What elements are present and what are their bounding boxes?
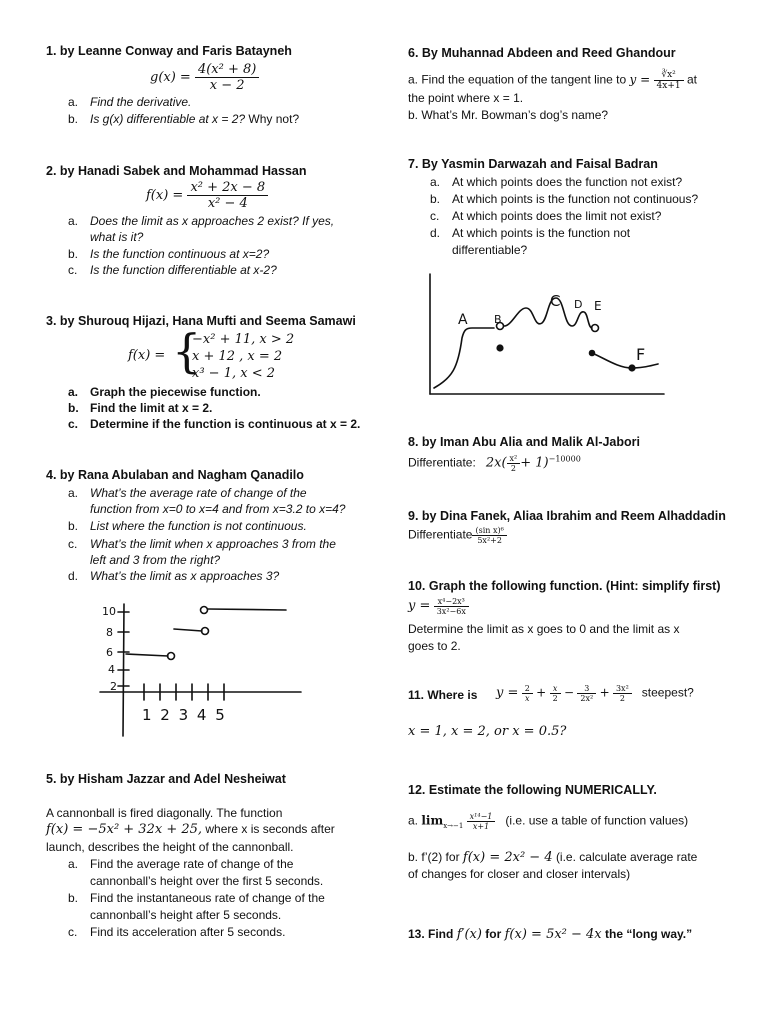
graph-curve-f [592, 353, 658, 368]
question-6-part-a: a. Find the equation of the tangent line to y = $\frac{\text{∛x²}}{4x+1}$ at [408, 70, 697, 91]
question-6-part-b: b. What’s Mr. Bowman’s dog’s name? [408, 108, 609, 122]
question-2-part-c: c. Is the function differentiable at x-2? [68, 263, 277, 277]
question-6 [408, 46, 676, 60]
question-3-part-c: c. Determine if the function is continuous at x = 2. [68, 417, 361, 431]
question-8 [408, 435, 640, 449]
question-1 [46, 44, 292, 58]
question-4-part-c: c. What’s the limit when x approaches 3 from the [68, 537, 336, 551]
label-e: E [594, 299, 602, 313]
question-9 [408, 509, 726, 523]
piecewise-brace: { [172, 324, 202, 378]
filled-point-b [497, 345, 503, 351]
question-2-part-a-cont: what is it? [90, 230, 144, 244]
question-10-text-1: Determine the limit as x goes to 0 and the limit as x [408, 622, 680, 636]
question-5-intro-1: A cannonball is fired diagonally. The function [46, 806, 283, 820]
question-11-options: x = 1, x = 2, or x = 0.5? [408, 724, 567, 739]
label-a: A [458, 312, 468, 328]
question-2-header: 2. by Hanadi Sabek and Mohammad Hassan [46, 164, 307, 178]
question-7-part-d-cont: differentiable? [452, 243, 528, 257]
y-label-4: 4 [108, 663, 115, 676]
question-5-part-b-cont: cannonball’s height after 5 seconds. [90, 908, 282, 922]
question-6-part-a-cont: the point where x = 1. [408, 91, 524, 105]
question-2-part-a: a. Does the limit as x approaches 2 exist? If yes, [68, 214, 335, 228]
question-5-part-a: a. Find the average rate of change of the [68, 857, 294, 871]
question-2-formula: f(x) = $\frac{\text{x² + 2x − 8}}{\text{x² − 4}}$ [146, 180, 268, 211]
graph-segment-1 [126, 654, 168, 656]
y-label-8: 8 [106, 626, 113, 639]
graph-x-labels: 1 2 3 4 5 [142, 706, 227, 724]
question-4-part-b: b. List where the function is not continuous. [68, 519, 307, 533]
y-label-6: 6 [106, 646, 113, 659]
question-4 [46, 468, 304, 482]
question-7-part-a: a. At which points does the function not exist? [430, 175, 683, 189]
question-3-part-b: b. Find the limit at x = 2. [68, 401, 213, 415]
question-5-intro-2: f(x) = −5x² + 32x + 25, where x is seconds after [46, 822, 335, 837]
open-point-3 [201, 607, 208, 614]
question-12-part-a: a. $\lim_{x\to-1}$ $\frac{\text{x¹⁴−1}}{x+1}$ (i.e. use a table of function values) [408, 812, 689, 831]
question-10-text-2: goes to 2. [408, 639, 461, 653]
question-8-header: 8. by Iman Abu Alia and Malik Al-Jabori [408, 435, 640, 449]
question-9-expression: Differentiate $\frac{\text{(sin x)⁶}}{\text{5x²+2}}$ [408, 526, 507, 545]
question-5-header: 5. by Hisham Jazzar and Adel Nesheiwat [46, 772, 286, 786]
question-7-part-b: b. At which points is the function not continuous? [430, 192, 699, 206]
question-4-part-c-cont: left and 3 from the right? [90, 553, 221, 567]
question-3-part-a: a. Graph the piecewise function. [68, 385, 261, 399]
question-1-part-a: a. Find the derivative. [68, 95, 192, 109]
question-5-part-b: b. Find the instantaneous rate of change of the [68, 891, 325, 905]
question-4-graph [96, 596, 306, 746]
question-12-header: 12. Estimate the following NUMERICALLY. [408, 783, 657, 797]
question-7-part-c: c. At which points does the limit not exist? [430, 209, 662, 223]
filled-point-e [590, 351, 595, 356]
question-10 [408, 579, 721, 593]
question-1-part-b: b. Is g(x) differentiable at x = 2? Why not? [68, 112, 300, 126]
formula-denominator: x − 2 [209, 78, 245, 93]
question-4-part-a-cont: function from x=0 to x=4 and from x=3.2 to x=4? [90, 502, 346, 516]
question-1-header: 1. by Leanne Conway and Faris Batayneh [46, 44, 292, 58]
question-5 [46, 772, 286, 786]
piecewise-case-3: x³ − 1, x < 2 [192, 366, 275, 381]
question-7 [408, 157, 658, 171]
question-4-part-d: d. What’s the limit as x approaches 3? [68, 569, 280, 583]
question-5-part-a-cont: cannonball’s height over the first 5 seconds. [90, 874, 324, 888]
question-11-formula: y = $\frac{2}{x}$ + $\frac{x}{2}$ − $\frac{3}{\text{2x²}}$ + $\frac{\text{3x²}}{2}$ steepest? [496, 684, 694, 703]
question-12-part-b-cont: of changes for closer and closer intervals) [408, 867, 631, 881]
label-c: C [550, 292, 561, 310]
question-10-formula: y = $\frac{\text{x⁴−2x³}}{\text{3x²−6x}}$ [408, 597, 469, 616]
question-2-part-b: b. Is the function continuous at x=2? [68, 247, 270, 261]
piecewise-case-2: x + 12 , x = 2 [192, 349, 283, 364]
question-7-part-d: d. At which points is the function not [430, 226, 631, 240]
question-12-part-b: b. f’(2) for f(x) = 2x² − 4 (i.e. calculate average rate [408, 850, 698, 865]
question-3-formula-lhs: f(x) = [128, 348, 166, 363]
question-12 [408, 783, 657, 797]
question-7-graph [422, 268, 672, 403]
question-2 [46, 164, 307, 178]
question-13: 13. Find f′(x) for f(x) = 5x² − 4x the “long way.” [408, 927, 693, 942]
question-6-header: 6. By Muhannad Abdeen and Reed Ghandour [408, 46, 676, 60]
question-4-header: 4. by Rana Abulaban and Nagham Qanadilo [46, 468, 304, 482]
question-1-formula [150, 62, 259, 93]
graph-curve-a-b [434, 328, 494, 388]
question-10-header: 10. Graph the following function. (Hint: simplify first) [408, 579, 721, 593]
question-11-header: 11. Where is [408, 688, 478, 702]
question-7-header: 7. By Yasmin Darwazah and Faisal Badran [408, 157, 658, 171]
question-5-intro-3: launch, describes the height of the cannonball. [46, 840, 294, 854]
graph-segment-2 [174, 629, 202, 631]
label-b: B [494, 313, 502, 326]
graph-y-labels [102, 605, 117, 693]
formula-lhs: g(x) = [150, 70, 191, 85]
graph-segment-3 [208, 609, 286, 610]
formula-numerator: 4(x² + 8) [195, 62, 259, 78]
question-3-header: 3. by Shurouq Hijazi, Hana Mufti and Seema Samawi [46, 314, 356, 328]
question-4-part-a: a. What’s the average rate of change of the [68, 486, 307, 500]
filled-point-f [629, 365, 635, 371]
label-f: F [636, 345, 646, 364]
question-9-header: 9. by Dina Fanek, Aliaa Ibrahim and Reem Alhaddadin [408, 509, 726, 523]
piecewise-case-1: −x² + 11, x > 2 [192, 332, 295, 347]
y-label-2: 2 [110, 680, 117, 693]
question-5-part-c: c. Find its acceleration after 5 seconds. [68, 925, 286, 939]
label-d: D [574, 298, 583, 311]
question-8-expression: Differentiate: 2x( $\frac{\text{x²}}{2}$ + 1)$^{-10000}$ [408, 454, 581, 473]
y-label-10: 10 [102, 605, 116, 618]
